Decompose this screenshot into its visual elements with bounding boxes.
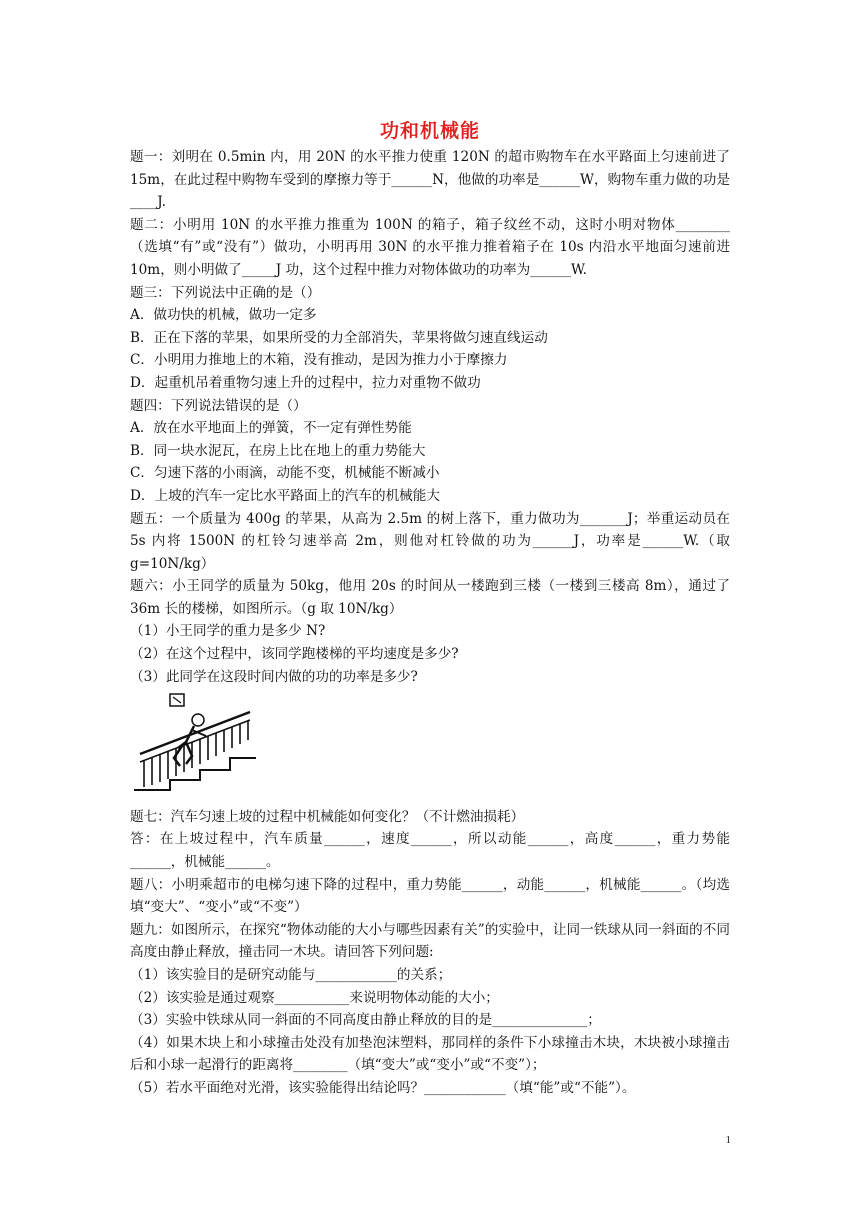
question-3-option-b: B．正在下落的苹果，如果所受的力全部消失，苹果将做匀速直线运动 bbox=[130, 329, 548, 346]
question-3-option-c: C．小明用力推地上的木箱，没有推动，是因为推力小于摩擦力 bbox=[130, 352, 508, 369]
question-9-stem: 题九：如图所示，在探究“物体动能的大小与哪些因素有关”的实验中，让同一铁球从同一斜面的不同高度由静止释放，撞击同一木块。请回答下列问题: bbox=[130, 921, 730, 961]
page-number: 1 bbox=[725, 1134, 731, 1146]
question-4-option-a: A．放在水平地面上的弹簧，不一定有弹性势能 bbox=[130, 420, 412, 437]
question-6-part-1: （1）小王同学的重力是多少 N? bbox=[130, 623, 326, 640]
document-body bbox=[130, 146, 730, 1100]
question-3-option-d: D．起重机吊着重物匀速上升的过程中，拉力对重物不做功 bbox=[130, 374, 481, 391]
question-8: 题八：小明乘超市的电梯匀速下降的过程中，重力势能______，动能______，机械能______。（均选填“变大”、“变小”或“不变”） bbox=[130, 876, 730, 916]
question-9-part-2: （2）该实验是通过观察___________来说明物体动能的大小； bbox=[130, 989, 499, 1006]
question-4-stem: 题四：下列说法错误的是（） bbox=[130, 397, 307, 414]
question-6-part-3: （3）此同学在这段时间内做的功的功率是多少? bbox=[130, 668, 418, 685]
question-4-option-d: D．上坡的汽车一定比水平路面上的汽车的机械能大 bbox=[130, 487, 440, 504]
question-3-stem: 题三：下列说法中正确的是（） bbox=[130, 284, 321, 301]
question-6-stem: 题六：小王同学的质量为 50kg，他用 20s 的时间从一楼跑到三楼（一楼到三楼高 8m），通过了 36m 长的楼梯，如图所示。（g 取 10N/kg） bbox=[130, 578, 730, 617]
question-7-answer: 答：在上坡过程中，汽车质量______，速度______，所以动能______，高度______，重力势能______，机械能______。 bbox=[130, 831, 730, 871]
stair-runner-figure bbox=[130, 692, 260, 792]
question-4-option-c: C．匀速下落的小雨滴，动能不变，机械能不断减小 bbox=[130, 465, 440, 482]
question-3-option-a: A．做功快的机械，做功一定多 bbox=[130, 307, 317, 324]
question-9-part-5: （5）若水平面绝对光滑，该实验能得出结论吗？____________（填“能”或“不能”）。 bbox=[130, 1079, 636, 1096]
page-title: 功和机械能 bbox=[379, 120, 480, 142]
question-9-part-1: （1）该实验目的是研究动能与____________的关系； bbox=[130, 967, 452, 983]
question-4-option-b: B．同一块水泥瓦，在房上比在地上的重力势能大 bbox=[130, 442, 426, 459]
question-7-stem: 题七：汽车匀速上坡的过程中机械能如何变化？（不计燃油损耗） bbox=[130, 808, 525, 825]
question-6-part-2: （2）在这个过程中，该同学跑楼梯的平均速度是多少? bbox=[130, 646, 459, 663]
question-9-part-4: （4）如果木块上和小球撞击处没有加垫泡沫塑料，那同样的条件下小球撞击木块，木块被小球撞击后和小球一起滑行的距离将________（填“变大”或“变小”或“不变”）； bbox=[130, 1034, 730, 1074]
question-2: 题二：小明用 10N 的水平推力推重为 100N 的箱子，箱子纹丝不动，这时小明对物体________（选填“有”或“没有”）做功，小明再用 30N 的水平推力推着箱子在 10s 内沿水平地面匀速前进 10m，则小明做了_____J 功，这个过程中推力对物体做功的功率为______W. bbox=[130, 216, 730, 278]
question-5: 题五：一个质量为 400g 的苹果，从高为 2.5m 的树上落下，重力做功为_______J；举重运动员在 5s 内将 1500N 的杠铃匀速举高 2m，则他对杠铃做的功为______J，功率是______W.（取 g=10N/kg） bbox=[130, 510, 730, 572]
question-9-part-3: （3）实验中铁球从同一斜面的不同高度由静止释放的目的是______________； bbox=[130, 1012, 601, 1029]
question-1: 题一：刘明在 0.5min 内，用 20N 的水平推力使重 120N 的超市购物车在水平路面上匀速前进了 15m，在此过程中购物车受到的摩擦力等于______N，他做的功率是______W，购物车重力做的功是____J. bbox=[130, 149, 730, 211]
